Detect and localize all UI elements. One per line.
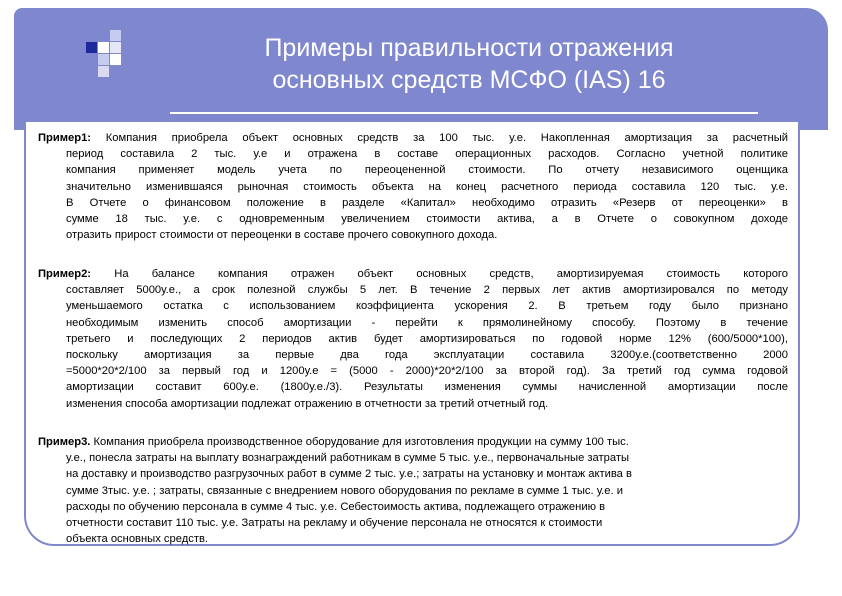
example-1 — [38, 130, 788, 243]
example-1-line-7: отразить прирост стоимости от переоценки в составе прочего совокупного дохода. — [66, 229, 498, 242]
example-1-line-3: компания применяет модель учета по переоцененной стоимости. По отчету независимого оценщика — [66, 164, 788, 177]
example-3-line-1: Компания приобрела производственное оборудование для изготовления продукции на сумму 100 тыс. — [90, 436, 629, 448]
example-2-line-4: необходимым изменить способ амортизации - перейти к прямолинейному способу. Поэтому в течение — [66, 316, 788, 329]
example-2-line-5: третьего и последующих 2 периодов актив будет амортизироваться по годовой норме 12% (600/5000*100), — [66, 332, 788, 345]
example-3-line-7: объекта основных средств. — [66, 533, 208, 546]
title-line-1: Примеры правильности отражения — [264, 34, 674, 62]
example-1-line-6: сумме 18 тыс. у.е. с одновременным увеличением стоимости актива, а в Отчете о совокупном доходе — [66, 213, 788, 226]
title-underline — [170, 112, 758, 114]
slide-header — [14, 8, 828, 130]
example-3-line-4: сумме 3тыс. у.е. ; затраты, связанные с внедрением нового оборудования по рекламе в сумме 1 тыс. у.е. и — [66, 484, 623, 497]
example-3-label: Пример3. — [38, 436, 91, 448]
example-3-line-2: у.е., понесла затраты на выплату вознаграждений работникам в сумме 5 тыс. у.е., первоначальные затраты — [66, 452, 629, 465]
example-2-line-3: уменьшаемого остатка с использованием коэффициента ускорения 2. В третьем году было признано — [66, 300, 788, 313]
example-2-line-6: поскольку амортизация за первые два года эксплуатации составила 3200у.е.(соответственно 2000 — [66, 349, 788, 362]
example-2-label: Пример2: — [38, 268, 92, 280]
squares-logo-icon — [86, 30, 134, 78]
example-1-line-5: В Отчете о финансовом положение в разделе «Капитал» необходимо отразить «Резерв от переоценки» в — [66, 196, 788, 209]
example-3-line-6: отчетности составит 110 тыс. у.е. Затраты на рекламу и обучение персонала не относятся к стоимости — [66, 517, 603, 530]
example-1-line-2: период составила 2 тыс. у.е и отражена в составе операционных расходов. Согласно учетной политике — [66, 148, 788, 161]
example-2 — [38, 266, 788, 412]
example-2-line-2: составляет 5000у.е., а срок полезной службы 5 лет. В течение 2 первых лет актив амортизировался по методу — [66, 284, 788, 297]
example-1-line-1: Компания приобрела объект основных средств за 100 тыс. у.е. Накопленная амортизация за расчетный — [91, 132, 788, 144]
example-3-line-5: расходы по обучению персонала в сумме 4 тыс. у.е. Себестоимость актива, подлежащего отражению в — [66, 500, 606, 513]
example-1-label: Пример1: — [38, 132, 92, 144]
example-3 — [38, 434, 788, 547]
example-1-line-4: значительно изменившаяся рыночная стоимость объекта на конец расчетного периода составила 120 тыс. у.е. — [66, 180, 788, 193]
example-2-line-9: изменения способа амортизации подлежат отражению в отчетности за третий отчетный год. — [66, 397, 549, 410]
title-line-2: основных средств МСФО (IAS) 16 — [272, 66, 666, 94]
slide-title — [164, 32, 774, 96]
example-3-line-3: на доставку и производство разгрузочных работ в сумме 2 тыс. у.е.; затраты на установку и монтаж актива в — [66, 468, 632, 481]
example-2-line-8: амортизации составит 600у.е. (1800у.е./3). Результаты изменения суммы начисленной амортизации после — [66, 381, 788, 394]
example-2-line-1: На балансе компания отражен объект основных средств, амортизируемая стоимость которого — [91, 268, 788, 280]
example-2-line-7: =5000*20*2/100 за первый год и 1200у.е = (5000 - 2000)*20*2/100 за второй год). За третий год сумма годовой — [66, 365, 788, 378]
